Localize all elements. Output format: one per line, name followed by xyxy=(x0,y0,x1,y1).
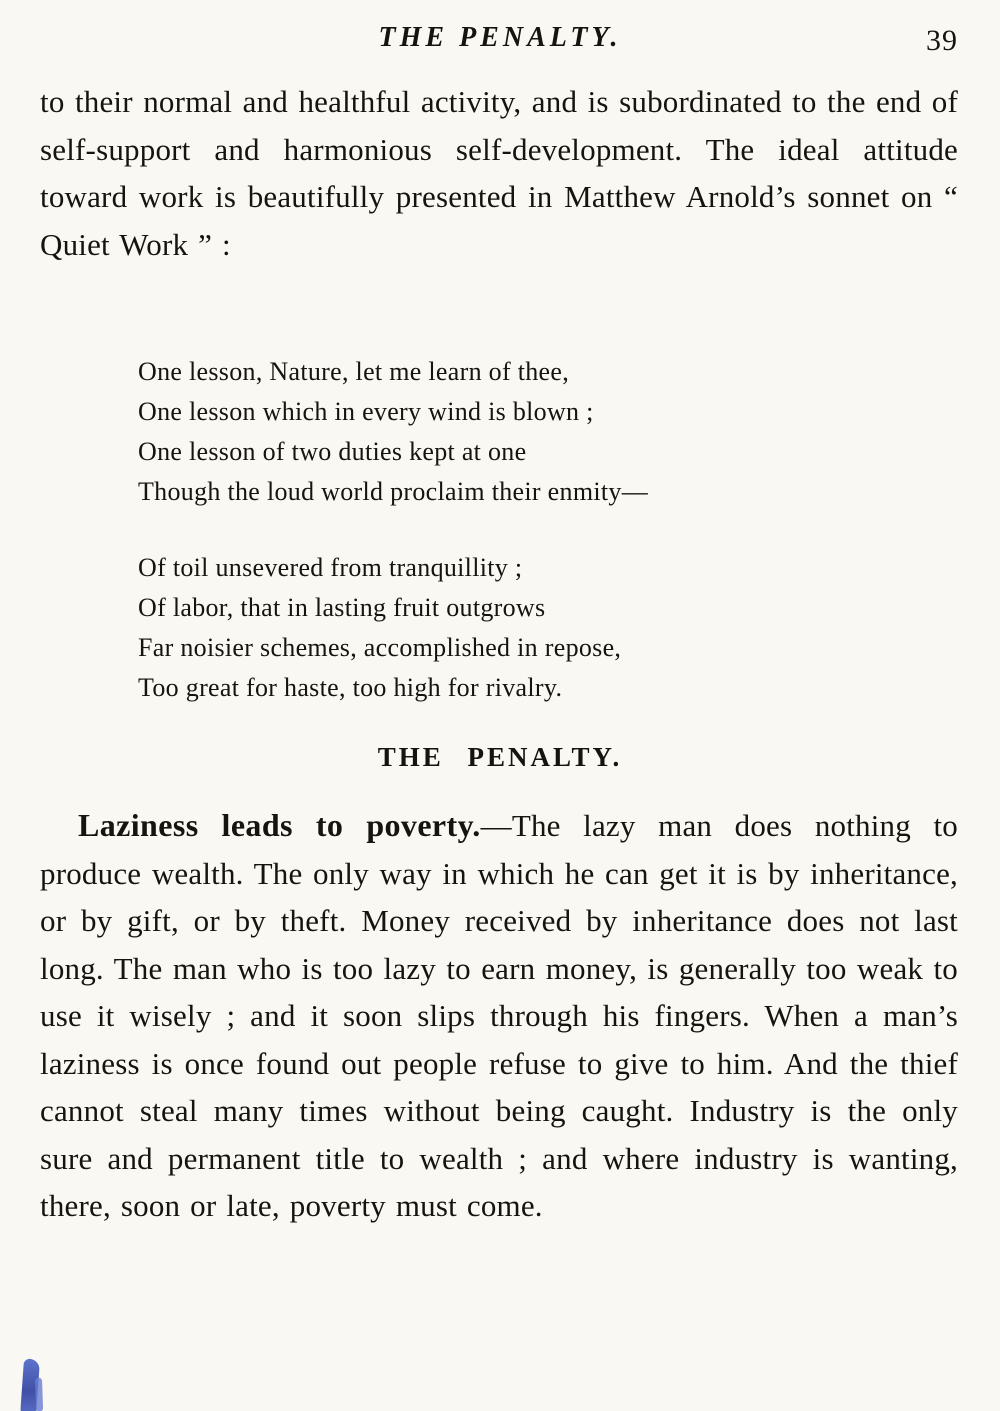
section-heading: THE PENALTY. xyxy=(377,742,623,772)
paragraph-body-text: —The lazy man does nothing to produce wealth. The only way in which he can get it is by inheritance, or by gift, or by theft. Money received by inheritance does not last long. The man who is too lazy to earn money, is generally too weak to use it wisely ; and it soon slips through his fingers. When a man’s laziness is once found out people refuse to give to him. And the thief cannot steal many times without being caught. Industry is the only sure and permanent title to wealth ; and where industry is wanting, there, soon or late, poverty must come. xyxy=(40,808,958,1223)
intro-paragraph: to their normal and healthful activity, and is subordinated to the end of self-support and harmonious self-development. The ideal attitude toward work is beautifully presented in Matthew Arnold’s sonnet on “ Quiet Work ” : xyxy=(40,84,958,262)
poem-line: Of toil unsevered from tranquillity ; xyxy=(138,553,523,582)
poem-line: Too great for haste, too high for rivalry. xyxy=(138,673,563,702)
poem-line: One lesson of two duties kept at one xyxy=(138,437,527,466)
running-header-title: THE PENALTY. xyxy=(378,22,622,53)
poem-line: Of labor, that in lasting fruit outgrows xyxy=(138,593,546,622)
poem-line: Far noisier schemes, accomplished in repose, xyxy=(138,633,622,662)
paragraph-lead-in: Laziness leads to poverty. xyxy=(78,807,481,843)
sonnet-quote xyxy=(138,352,648,744)
sonnet-stanza-2 xyxy=(138,548,648,708)
running-header xyxy=(0,22,1000,62)
poem-line: Though the loud world proclaim their enmity— xyxy=(138,477,648,506)
page-number: 39 xyxy=(926,24,958,57)
penalty-paragraph xyxy=(40,802,958,1230)
poem-line: One lesson which in every wind is blown ; xyxy=(138,397,594,426)
blue-ink-mark-decoration xyxy=(20,1359,40,1411)
poem-line: One lesson, Nature, let me learn of thee, xyxy=(138,357,570,386)
sonnet-stanza-1 xyxy=(138,352,648,512)
